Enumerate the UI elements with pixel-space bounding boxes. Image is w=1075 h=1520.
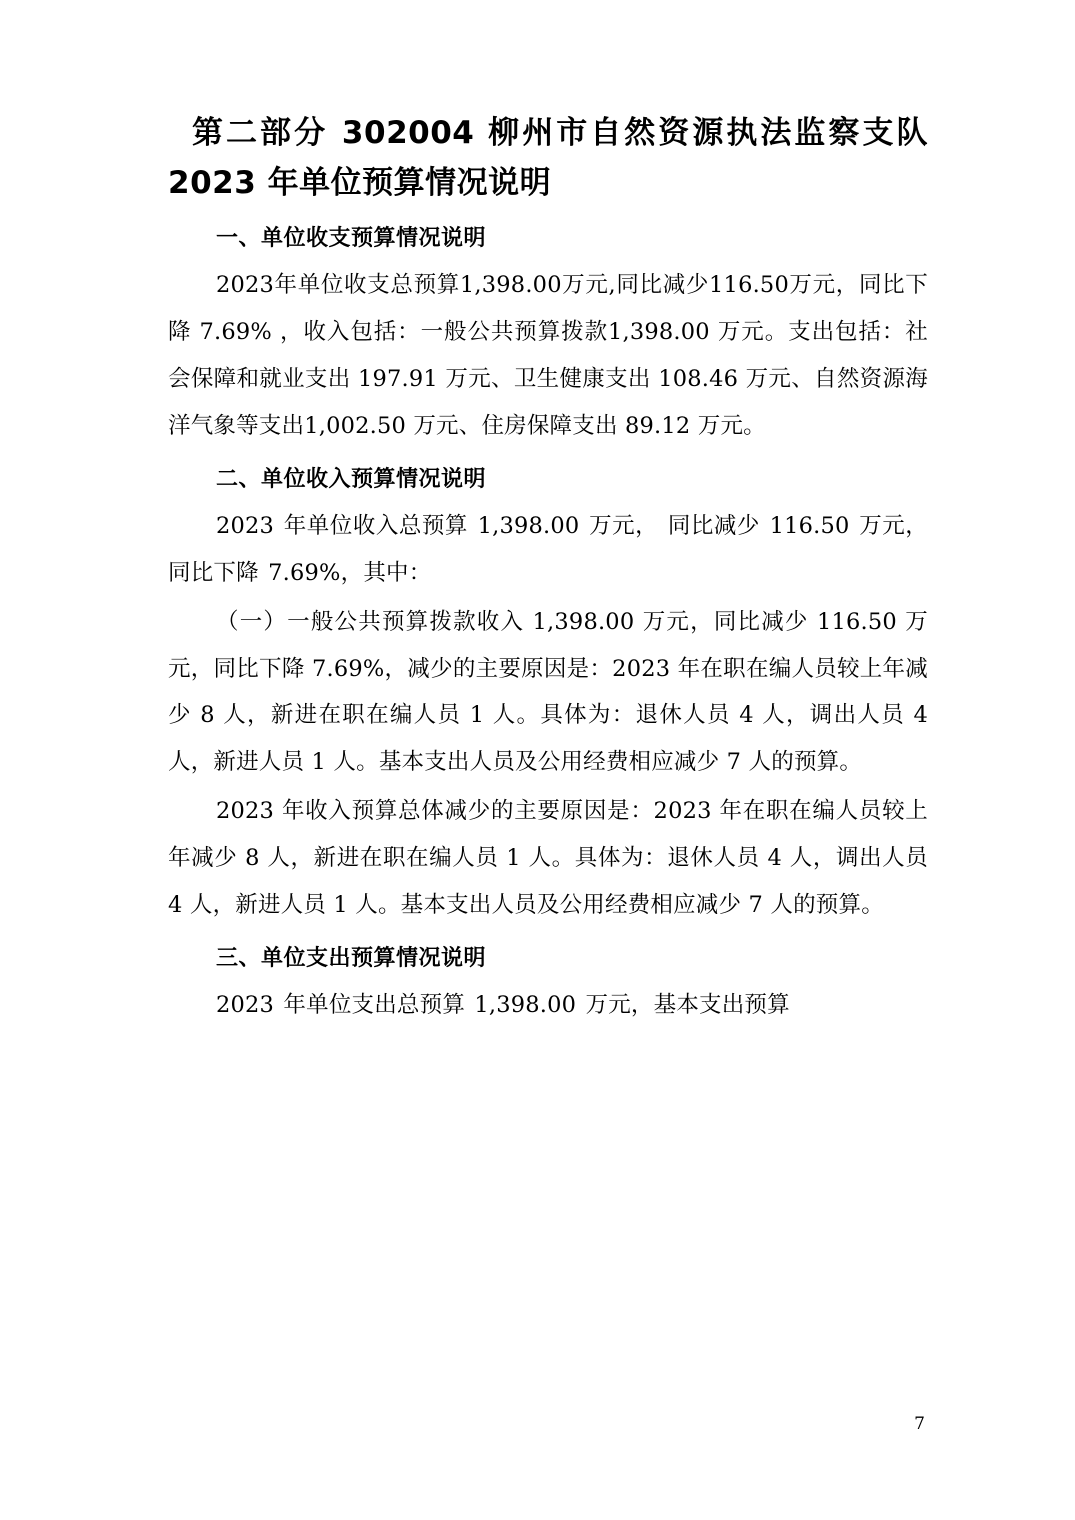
page-content (168, 108, 928, 1031)
section-heading-2: 二、单位收入预算情况说明 (216, 467, 487, 493)
page-title: 第二部分 302004 柳州市自然资源执法监察支队 2023 年单位预算情况说明 (168, 115, 928, 202)
paragraph-2-1: 2023 年单位收入总预算 1,398.00 万元， 同比减少 116.50 万元，同比下降 7.69%，其中： (168, 513, 928, 587)
page-number: 7 (914, 1414, 925, 1434)
paragraph-2-2: （一）一般公共预算拨款收入 1,398.00 万元，同比减少 116.50 万元，同比下降 7.69%，减少的主要原因是：2023 年在职在编人员较上年减少 8 人，新进在职在编人员 1 人。具体为：退休人员 4 人，调出人员 4 人，新进人员 1 人。基本支出人员及公用经费相应减少 7 人的预算。 (168, 608, 928, 776)
paragraph-1-1: 2023年单位收支总预算1,398.00万元,同比减少116.50万元，同比下降 7.69% ，收入包括：一般公共预算拨款1,398.00 万元。支出包括：社会保障和就业支出 197.91 万元、卫生健康支出 108.46 万元、自然资源海洋气象等支出1,002.50 万元、住房保障支出 89.12 万元。 (168, 272, 928, 439)
section-heading-1: 一、单位收支预算情况说明 (216, 226, 487, 252)
paragraph-2-3: 2023 年收入预算总体减少的主要原因是：2023 年在职在编人员较上年减少 8 人，新进在职在编人员 1 人。具体为：退休人员 4 人，调出人员 4 人，新进人员 1 人。基本支出人员及公用经费相应减少 7 人的预算。 (168, 798, 928, 918)
paragraph-3-1: 2023 年单位支出总预算 1,398.00 万元，基本支出预算 (216, 992, 790, 1019)
section-heading-3: 三、单位支出预算情况说明 (216, 946, 487, 972)
